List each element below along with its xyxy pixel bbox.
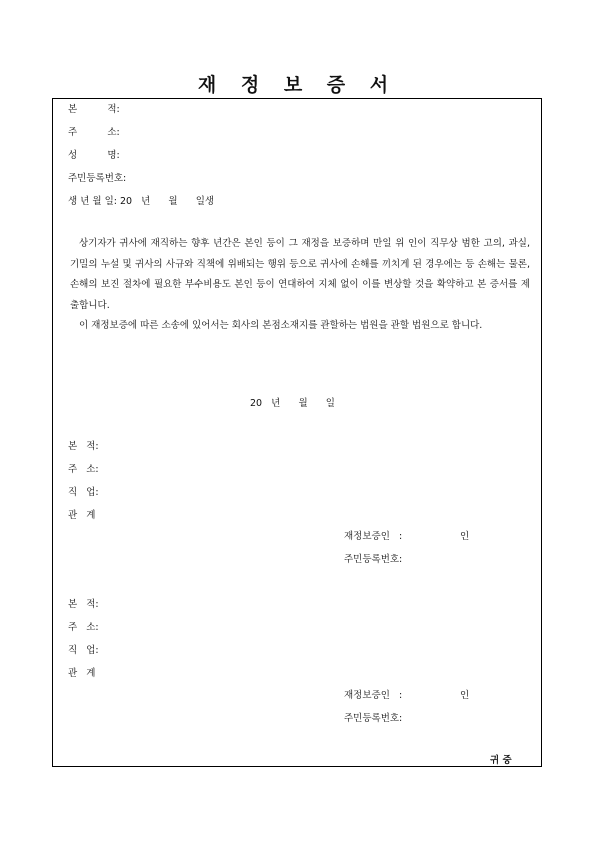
body-paragraph-1: 상기자가 귀사에 재직하는 향후 년간은 본인 등이 그 재정을 보증하며 만일 위 인이 직무상 범한 고의, 과실, 기밀의 누설 및 귀사의 사규와 직책에 위배되는 행위 등으로 귀사에 손해를 끼치게 된 경우에는 등 손해는 물론, 손해의 보진 절차에 필요한 부수비용도 본인 등이 연대하여 지체 없이 이를 변상할 것을 확약하고 본 증서를 제출합니다.	[70, 238, 530, 311]
guarantor-1-resident-number: 주민등록번호:	[344, 554, 403, 565]
guarantor-1-seal: 인	[460, 531, 470, 542]
guarantor-1-position: 직 업:	[68, 487, 99, 498]
body-paragraph-2: 이 재정보증에 따른 소송에 있어서는 회사의 본점소재지를 관할하는 법원을 관할 법원으로 합니다.	[79, 320, 483, 331]
document-title: 재 정 보 증 서	[197, 74, 398, 96]
date-line: 20 년 월 일	[250, 398, 335, 409]
birthdate-field: 생 년 월 일: 20 년 월 일생	[68, 196, 215, 207]
guarantor-2-address: 주 소:	[68, 622, 99, 633]
guarantor-1-address: 주 소:	[68, 464, 99, 475]
guarantor-2-label: 재정보증인 :	[344, 690, 403, 701]
guarantor-2-resident-number: 주민등록번호:	[344, 713, 403, 724]
resident-number-field: 주민등록번호:	[68, 173, 127, 184]
guarantor-1-relation: 관 계	[68, 510, 96, 521]
address-field: 주 소:	[68, 127, 120, 138]
guarantor-2-position: 직 업:	[68, 645, 99, 656]
name-field: 성 명:	[68, 150, 120, 161]
guarantor-2-relation: 관 계	[68, 668, 96, 679]
guarantor-1-label: 재정보증인 :	[344, 531, 403, 542]
guarantor-1-domicile: 본 적:	[68, 441, 99, 452]
domicile-field: 본 적:	[68, 104, 120, 115]
recipient-label: 귀 중	[490, 755, 512, 766]
guarantor-2-seal: 인	[460, 690, 470, 701]
body-text	[70, 234, 530, 337]
guarantor-2-domicile: 본 적:	[68, 599, 99, 610]
